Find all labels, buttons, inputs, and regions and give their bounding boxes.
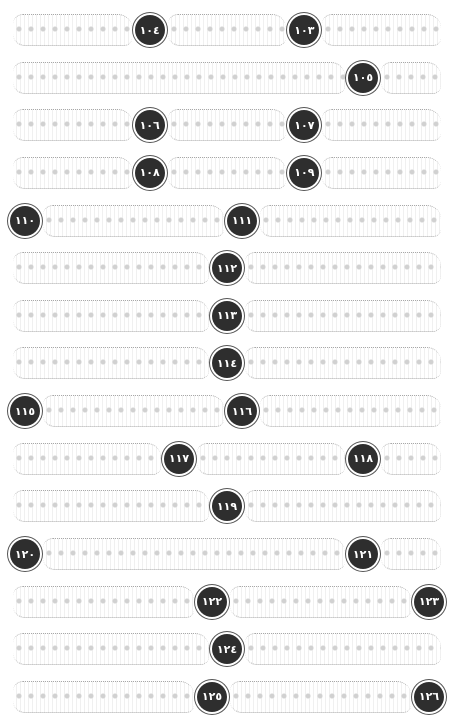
text-line-15 bbox=[10, 675, 444, 719]
verse-text-segment bbox=[230, 586, 411, 618]
verse-marker-113: ١١٣ bbox=[212, 301, 242, 331]
text-line-14 bbox=[10, 627, 444, 671]
text-line-12 bbox=[10, 532, 444, 576]
verse-text-segment bbox=[245, 300, 441, 332]
verse-text-segment bbox=[13, 157, 132, 189]
text-line-4 bbox=[10, 151, 444, 195]
verse-marker-106: ١٠٦ bbox=[135, 110, 165, 140]
verse-marker-122: ١٢٢ bbox=[197, 587, 227, 617]
verse-text-segment bbox=[260, 205, 441, 237]
verse-text-segment bbox=[168, 157, 287, 189]
verse-text-segment bbox=[245, 490, 441, 522]
verse-text-segment bbox=[43, 205, 224, 237]
verse-marker-118: ١١٨ bbox=[348, 444, 378, 474]
verse-text-segment bbox=[245, 633, 441, 665]
verse-text-segment bbox=[245, 347, 441, 379]
verse-marker-103: ١٠٣ bbox=[289, 15, 319, 45]
verse-text-segment bbox=[13, 681, 194, 713]
verse-marker-125: ١٢٥ bbox=[197, 682, 227, 712]
verse-text-segment bbox=[13, 300, 209, 332]
text-line-5 bbox=[10, 199, 444, 243]
verse-text-segment bbox=[322, 14, 441, 46]
text-line-13 bbox=[10, 580, 444, 624]
verse-marker-111: ١١١ bbox=[227, 206, 257, 236]
verse-marker-126: ١٢٦ bbox=[414, 682, 444, 712]
verse-marker-109: ١٠٩ bbox=[289, 158, 319, 188]
verse-text-segment bbox=[13, 490, 209, 522]
verse-text-segment bbox=[13, 443, 161, 475]
verse-marker-114: ١١٤ bbox=[212, 348, 242, 378]
verse-marker-124: ١٢٤ bbox=[212, 634, 242, 664]
verse-text-segment bbox=[13, 109, 132, 141]
verse-text-segment bbox=[168, 14, 287, 46]
verse-text-segment bbox=[381, 443, 441, 475]
verse-marker-117: ١١٧ bbox=[164, 444, 194, 474]
verse-marker-105: ١٠٥ bbox=[348, 63, 378, 93]
text-line-11 bbox=[10, 484, 444, 528]
verse-text-segment bbox=[13, 633, 209, 665]
verse-text-segment bbox=[197, 443, 345, 475]
verse-text-segment bbox=[322, 157, 441, 189]
verse-text-segment bbox=[13, 14, 132, 46]
verse-marker-112: ١١٢ bbox=[212, 253, 242, 283]
verse-text-segment bbox=[245, 252, 441, 284]
text-line-10 bbox=[10, 437, 444, 481]
verse-marker-108: ١٠٨ bbox=[135, 158, 165, 188]
verse-text-segment bbox=[13, 586, 194, 618]
verse-marker-121: ١٢١ bbox=[348, 539, 378, 569]
verse-marker-120: ١٢٠ bbox=[10, 539, 40, 569]
verse-text-segment bbox=[13, 62, 345, 94]
verse-text-segment bbox=[43, 395, 224, 427]
verse-marker-123: ١٢٣ bbox=[414, 587, 444, 617]
text-line-3 bbox=[10, 103, 444, 147]
text-line-6 bbox=[10, 246, 444, 290]
text-line-8 bbox=[10, 341, 444, 385]
verse-text-segment bbox=[260, 395, 441, 427]
verse-text-segment bbox=[381, 62, 441, 94]
verse-text-segment bbox=[168, 109, 287, 141]
verse-text-segment bbox=[322, 109, 441, 141]
verse-marker-116: ١١٦ bbox=[227, 396, 257, 426]
verse-marker-107: ١٠٧ bbox=[289, 110, 319, 140]
verse-text-segment bbox=[230, 681, 411, 713]
verse-text-segment bbox=[13, 252, 209, 284]
verse-marker-115: ١١٥ bbox=[10, 396, 40, 426]
text-line-9 bbox=[10, 389, 444, 433]
text-line-7 bbox=[10, 294, 444, 338]
verse-text-segment bbox=[381, 538, 441, 570]
text-line-1 bbox=[10, 8, 444, 52]
verse-text-segment bbox=[43, 538, 345, 570]
verse-marker-110: ١١٠ bbox=[10, 206, 40, 236]
text-line-2 bbox=[10, 56, 444, 100]
verse-marker-119: ١١٩ bbox=[212, 491, 242, 521]
verse-text-segment bbox=[13, 347, 209, 379]
verse-marker-104: ١٠٤ bbox=[135, 15, 165, 45]
